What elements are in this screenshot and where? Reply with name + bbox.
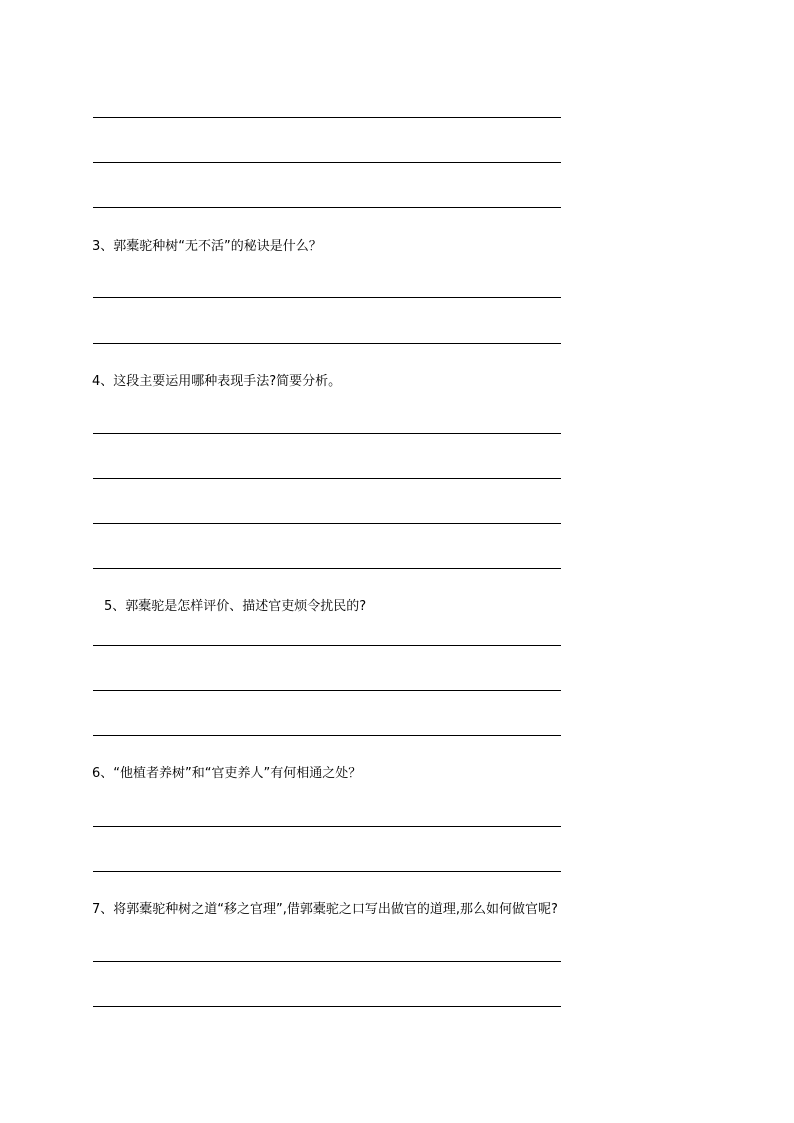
answer-line	[93, 690, 561, 691]
question-4: 4、这段主要运用哪种表现手法?简要分析。	[92, 374, 342, 389]
answer-line	[93, 871, 561, 872]
answer-line	[93, 207, 561, 208]
answer-line	[93, 735, 561, 736]
question-7: 7、将郭橐驼种树之道“移之官理”,借郭橐驼之口写出做官的道理,那么如何做官呢?	[92, 902, 558, 917]
answer-line	[93, 961, 561, 962]
answer-line	[93, 645, 561, 646]
question-5: 5、郭橐驼是怎样评价、描述官吏烦令扰民的?	[104, 599, 367, 614]
answer-line	[93, 1006, 561, 1007]
answer-line	[93, 162, 561, 163]
answer-line	[93, 826, 561, 827]
answer-line	[93, 117, 561, 118]
answer-line	[93, 523, 561, 524]
answer-line	[93, 297, 561, 298]
answer-line	[93, 478, 561, 479]
question-6: 6、“他植者养树”和“官吏养人”有何相通之处？	[92, 766, 362, 781]
answer-line	[93, 343, 561, 344]
answer-line	[93, 568, 561, 569]
answer-line	[93, 433, 561, 434]
question-3: 3、郭橐驼种树“无不活”的秘诀是什么？	[92, 239, 322, 254]
